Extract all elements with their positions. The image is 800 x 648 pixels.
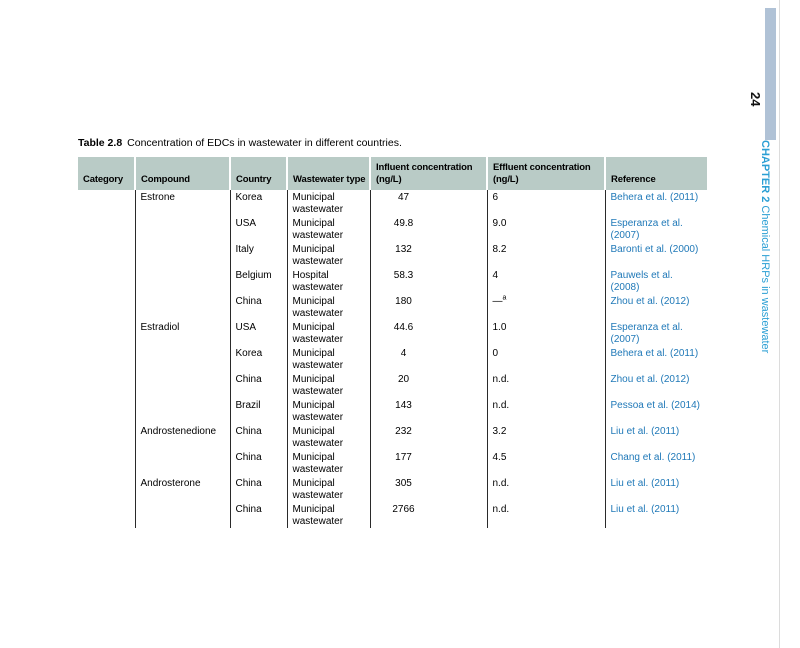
category-cell <box>78 346 135 372</box>
effluent-cell: n.d. <box>487 372 605 398</box>
table-row <box>78 320 707 346</box>
wastewater-type-cell: Hospital wastewater <box>287 268 370 294</box>
influent-cell <box>370 424 487 450</box>
table-header-row <box>78 157 707 190</box>
table-caption <box>78 137 707 150</box>
effluent-cell: —$^a$ <box>487 294 605 320</box>
wastewater-type-cell: Municipal wastewater <box>287 476 370 502</box>
wastewater-type-cell: Municipal wastewater <box>287 216 370 242</box>
table-header <box>78 157 707 190</box>
compound-cell: Androstenedione <box>135 424 230 450</box>
reference-cell[interactable]: Liu et al. (2011) <box>610 478 680 489</box>
influent-value: 4 <box>400 348 407 359</box>
compound-cell <box>135 216 230 242</box>
wastewater-type-cell: Municipal wastewater <box>287 320 370 346</box>
influent-value: 44.6 <box>393 322 414 333</box>
influent-value: 49.8 <box>393 218 414 229</box>
country-cell: China <box>230 424 287 450</box>
effluent-cell: 4 <box>487 268 605 294</box>
category-cell <box>78 242 135 268</box>
influent-value: 232 <box>395 426 412 437</box>
compound-cell <box>135 268 230 294</box>
page-edge-line <box>779 0 780 648</box>
effluent-cell: 4.5 <box>487 450 605 476</box>
influent-cell <box>370 398 487 424</box>
compound-cell <box>135 294 230 320</box>
reference-cell[interactable]: Pauwels et al. (2008) <box>610 270 673 293</box>
influent-cell <box>370 502 487 528</box>
category-cell <box>78 372 135 398</box>
category-cell <box>78 450 135 476</box>
effluent-cell: 3.2 <box>487 424 605 450</box>
influent-value: 177 <box>395 452 412 463</box>
category-cell <box>78 320 135 346</box>
column-header: Wastewater type <box>287 157 370 190</box>
effluent-cell: n.d. <box>487 398 605 424</box>
category-cell <box>78 502 135 528</box>
page-number: 24 <box>748 92 763 107</box>
influent-cell <box>370 372 487 398</box>
table-caption-text: Concentration of EDCs in wastewater in different countries. <box>127 137 402 149</box>
country-cell: Italy <box>230 242 287 268</box>
column-header: Country <box>230 157 287 190</box>
table-row <box>78 424 707 450</box>
country-cell: China <box>230 476 287 502</box>
influent-value: 305 <box>395 478 412 489</box>
table-row <box>78 216 707 242</box>
column-header: Influent concentration (ng/L) <box>370 157 487 190</box>
influent-value: 47 <box>397 192 410 203</box>
country-cell: China <box>230 294 287 320</box>
table-row <box>78 346 707 372</box>
compound-cell <box>135 502 230 528</box>
wastewater-type-cell: Municipal wastewater <box>287 398 370 424</box>
table-row <box>78 502 707 528</box>
compound-cell <box>135 450 230 476</box>
country-cell: USA <box>230 320 287 346</box>
effluent-cell: 0 <box>487 346 605 372</box>
influent-cell <box>370 294 487 320</box>
influent-value: 20 <box>397 374 410 385</box>
category-cell <box>78 190 135 216</box>
page-content <box>78 137 707 528</box>
influent-cell <box>370 476 487 502</box>
edc-concentration-table <box>78 157 707 528</box>
table-row <box>78 242 707 268</box>
table-row <box>78 450 707 476</box>
influent-cell <box>370 346 487 372</box>
column-header: Reference <box>605 157 707 190</box>
reference-cell[interactable]: Baronti et al. (2000) <box>610 244 699 255</box>
compound-cell <box>135 372 230 398</box>
effluent-cell: 9.0 <box>487 216 605 242</box>
effluent-cell: 6 <box>487 190 605 216</box>
category-cell <box>78 216 135 242</box>
country-cell: Korea <box>230 346 287 372</box>
table-row <box>78 476 707 502</box>
influent-value: 132 <box>395 244 412 255</box>
influent-cell <box>370 216 487 242</box>
compound-cell <box>135 346 230 372</box>
country-cell: China <box>230 502 287 528</box>
compound-cell: Estradiol <box>135 320 230 346</box>
wastewater-type-cell: Municipal wastewater <box>287 242 370 268</box>
category-cell <box>78 268 135 294</box>
compound-cell: Estrone <box>135 190 230 216</box>
influent-value: 180 <box>395 296 412 307</box>
influent-cell <box>370 242 487 268</box>
table-row <box>78 398 707 424</box>
chapter-title: Chemical HRPs in wastewater <box>759 205 771 354</box>
column-header: Category <box>78 157 135 190</box>
influent-value: 2766 <box>392 504 415 515</box>
category-cell <box>78 476 135 502</box>
compound-cell: Androsterone <box>135 476 230 502</box>
wastewater-type-cell: Municipal wastewater <box>287 424 370 450</box>
effluent-cell: n.d. <box>487 502 605 528</box>
column-header: Compound <box>135 157 230 190</box>
influent-cell <box>370 320 487 346</box>
effluent-cell: n.d. <box>487 476 605 502</box>
reference-cell[interactable]: Behera et al. (2011) <box>610 348 699 359</box>
wastewater-type-cell: Municipal wastewater <box>287 502 370 528</box>
reference-cell[interactable]: Pessoa et al. (2014) <box>610 400 700 411</box>
reference-cell[interactable]: Chang et al. (2011) <box>610 452 696 463</box>
reference-cell[interactable]: Zhou et al. (2012) <box>610 296 690 307</box>
table-row <box>78 372 707 398</box>
reference-cell[interactable]: Zhou et al. (2012) <box>610 374 690 385</box>
table-row <box>78 190 707 216</box>
wastewater-type-cell: Municipal wastewater <box>287 450 370 476</box>
country-cell: USA <box>230 216 287 242</box>
table-caption-label: Table 2.8 <box>78 137 123 149</box>
category-cell <box>78 424 135 450</box>
country-cell: China <box>230 450 287 476</box>
reference-cell[interactable]: Esperanza et al. (2007) <box>610 322 683 345</box>
country-cell: Korea <box>230 190 287 216</box>
effluent-cell: 8.2 <box>487 242 605 268</box>
column-header: Effluent concentration (ng/L) <box>487 157 605 190</box>
influent-cell <box>370 190 487 216</box>
influent-value: 58.3 <box>393 270 414 281</box>
chapter-sidebar <box>758 140 771 353</box>
influent-cell <box>370 450 487 476</box>
effluent-cell: 1.0 <box>487 320 605 346</box>
reference-cell[interactable]: Behera et al. (2011) <box>610 192 699 203</box>
reference-cell[interactable]: Esperanza et al. (2007) <box>610 218 683 241</box>
category-cell <box>78 398 135 424</box>
wastewater-type-cell: Municipal wastewater <box>287 346 370 372</box>
table-row <box>78 268 707 294</box>
footnote-marker: a <box>502 294 507 302</box>
compound-cell <box>135 242 230 268</box>
compound-cell <box>135 398 230 424</box>
reference-cell[interactable]: Liu et al. (2011) <box>610 426 680 437</box>
wastewater-type-cell: Municipal wastewater <box>287 372 370 398</box>
wastewater-type-cell: Municipal wastewater <box>287 190 370 216</box>
table-body <box>78 190 707 528</box>
wastewater-type-cell: Municipal wastewater <box>287 294 370 320</box>
chapter-edge-bar <box>765 8 776 140</box>
influent-value: 143 <box>395 400 412 411</box>
category-cell <box>78 294 135 320</box>
country-cell: Belgium <box>230 268 287 294</box>
reference-cell[interactable]: Liu et al. (2011) <box>610 504 680 515</box>
country-cell: Brazil <box>230 398 287 424</box>
country-cell: China <box>230 372 287 398</box>
table-row <box>78 294 707 320</box>
influent-cell <box>370 268 487 294</box>
chapter-label: CHAPTER 2 <box>759 140 771 203</box>
